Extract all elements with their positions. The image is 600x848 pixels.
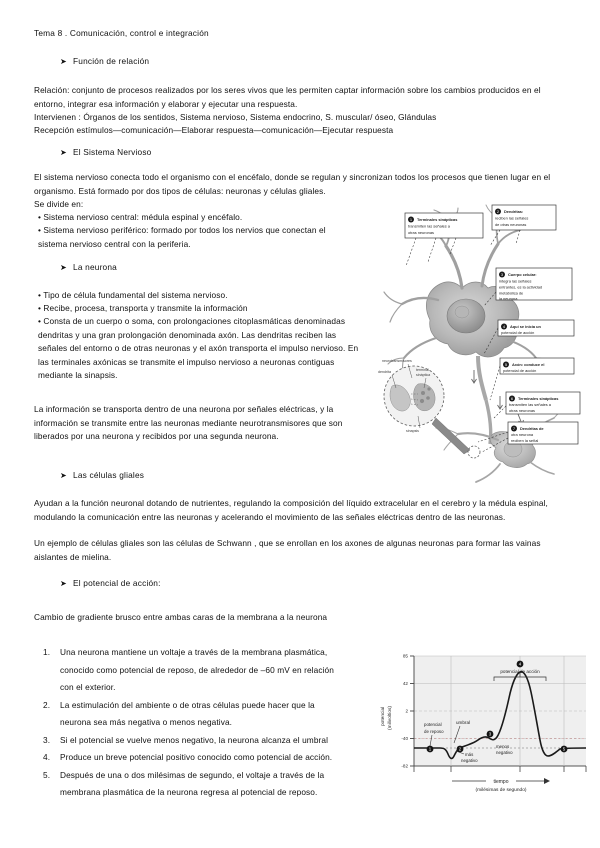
callout-dendritas [490,205,556,246]
callout-number-2: 2 [496,209,500,214]
action-potential-chart-figure [368,648,596,798]
chart-y-ticks [410,656,414,766]
chart-marker-4: 4 [518,661,522,667]
page-title: Tema 8 . Comunicación, control e integración [34,28,209,38]
callout-3-line1: Cuerpo celular: [508,272,537,277]
chart-label-menos: menos [496,744,510,749]
callout-4-line2: potencial de acción [501,330,535,335]
list-item-number: 3. [43,734,51,745]
callout-5-line2: potencial de acción [503,368,537,373]
ytick-minus40: -40 [401,736,408,742]
chart-marker-1-group [427,746,434,753]
callout-4-line1: Aquí se inicia un [510,324,541,329]
label-neurotransmisores: neurotransmisores [382,359,412,363]
chart-label-mas: más [465,752,474,757]
chart-xlabel-unidades: (milésimas de segundo) [475,788,527,793]
ylabel-line2: (milivoltios) [388,706,393,730]
heading-potencial-accion: ➤ El potencial de acción: [60,578,161,588]
callout-6-line1: Terminales sinápticas [518,396,559,401]
chart-marker-5-group [561,746,568,753]
callout-7-line2: otra neurona [511,432,534,437]
paragraph-cambio-gradiente: Cambio de gradiente brusco entre ambas caras de la membrana a la neurona [34,612,328,622]
action-potential-chart-svg [368,648,596,798]
heading-sistema-nervioso: ➤ El Sistema Nervioso [60,147,152,157]
list-item-text: La estimulación del ambiente o de otras células puede hacer que la neurona sea más negativa o menos negativa. [60,699,315,727]
callout-3-line5: la neurona [499,296,518,301]
neuron-axon [478,356,491,444]
ytick-minus82: -82 [401,763,408,769]
callout-5-line1: Axón: conduce el [512,362,545,367]
arrow-bullet-icon: ➤ [60,57,67,66]
callout-terminales-sinapticas [405,213,483,266]
heading-la-neurona: ➤ La neurona [60,262,117,272]
ylabel-line1: potencial [381,706,386,726]
callout-cuerpo-celular [484,268,572,306]
arrow-bullet-icon: ➤ [60,471,67,480]
paragraph-neurona-recibe: • Recibe, procesa, transporta y transmite la información [38,303,248,313]
callout-terminales-sinapticas-2 [494,392,580,418]
list-item-number: 1. [43,647,51,657]
list-item-number: 5. [43,769,51,780]
callout-number-4: 4 [502,324,506,329]
ytick-85: 85 [402,653,408,659]
label-terminal-sinaptica: terminal [416,368,429,372]
chart-label-umbral: umbral [456,720,471,725]
chart-marker-5: 5 [562,746,566,752]
paragraph-gliales-schwann: Un ejemplo de células gliales son las células de Schwann , que se enrollan en los axones de algunas neuronas para formar las vainas aislantes de mielina. [34,538,541,562]
list-item-text: Produce un breve potencial positivo conocido como potencial de acción. [60,752,333,762]
list-item [34,697,334,732]
callout-3-line2: integra las señales [499,278,532,284]
label-terminal-sinaptica-2: sináptica [416,373,431,377]
paragraph-relacion: Relación: conjunto de procesos realizados por los seres vivos que les permiten captar información sobre los cambios producidos en el entorno, integrar esa información y elaborar y ejecutar una respuesta. [34,85,541,109]
chart-y-axis-title [380,706,393,730]
paragraph-neurona-consta: • Consta de un cuerpo o soma, con prolongaciones citoplasmáticas denominadas dendritas y una gran prolongación denominada axón. Las dendritas reciben las señales del entorno o de otras neuronas y el axón transporta el impulso nervioso. En las terminales axónicas se transmite el impulso nervioso a neuronas contiguas mediante la sinapsis. [38,316,359,381]
ytick-42: 42 [402,681,408,687]
label-dendrita: dendrita [378,370,391,374]
arrow-bullet-icon: ➤ [60,148,67,157]
list-item [34,749,334,767]
chart-x-axis-label [452,776,550,793]
paragraph-sn-divide: Se divide en: [34,199,84,209]
paragraph-gliales-ayudan: Ayudan a la función neuronal dotando de nutrientes, regulando la composición del líquido extracelular en el cerebro y la médula espinal, modulando la comunicación entre las neuronas y acelerando el movimiento de las señales eléctricas dentro de las neuronas. [34,498,548,522]
ytick-2: 2 [405,708,408,714]
paragraph-sn-periferico: • Sistema nervioso periférico: formado por todos los nervios que conectan el sistema nervioso central con la periferia. [38,225,326,249]
callout-1-line1: Terminales sinápticas [417,217,458,222]
chart-label-negativo-2: negativo [496,750,513,755]
chart-marker-2-group [457,746,464,753]
chart-label-negativo: negativo [461,758,478,763]
chart-label-reposo-line1: potencial [424,722,442,727]
paragraph-sn-central: • Sistema nervioso central: médula espinal y encéfalo. [38,212,243,222]
chart-marker-3: 3 [488,731,492,737]
paragraph-neurona-informacion: La información se transporta dentro de una neurona por señales eléctricas, y la información se transmite entre las neuronas mediante neurotransmisores que son liberados por una neurona y recibidos por una segunda neurona. [34,404,343,442]
chart-x-ticks [414,766,586,772]
chart-marker-2: 2 [458,746,462,752]
list-item [34,767,334,802]
chart-label-potencial-accion: potencial de acción [500,669,540,674]
chart-marker-3-group [487,731,494,738]
callout-number-5: 5 [504,362,508,367]
callout-6-line2: transmiten las señales a [509,402,551,407]
paragraph-sn-intro: El sistema nervioso conecta todo el organismo con el encéfalo, donde se regulan y sincronizan todos los procesos que tienen lugar en el organismo. Está formado por dos tipos de células: neuronas y células gliales. [34,172,551,196]
callout-3-line4: metabólica de [499,290,524,296]
label-sinapsis: sinapsis [406,429,419,433]
callout-2-line1: Dendritas: [504,209,524,214]
callout-number-3: 3 [500,272,504,277]
chart-marker-1: 1 [428,746,432,752]
callout-7-line3: reciben la señal [511,438,539,443]
callout-number-7: 7 [512,426,516,431]
synapse-inset [384,366,480,458]
paragraph-neurona-tipo: • Tipo de célula fundamental del sistema nervioso. [38,290,228,300]
chart-y-tick-labels [401,654,408,769]
callout-number-1: 1 [409,217,413,222]
callout-number-6: 6 [510,396,514,401]
callout-1-line2: transmiten las señales a [408,223,450,229]
paragraph-recepcion: Recepción estímulos—comunicación—Elaborar respuesta—comunicación—Ejecutar respuesta [34,125,394,135]
arrow-bullet-icon: ➤ [60,263,67,272]
list-item [34,644,334,697]
callout-6-line3: otras neuronas [509,408,535,413]
neuron-diagram-svg [378,200,598,490]
list-item-number: 2. [43,699,51,710]
list-item [34,732,334,750]
paragraph-intervienen: Intervienen : Órganos de los sentidos, Sistema nervioso, Sistema endocrino, S. muscular/ óseo, Glándulas [34,112,437,122]
heading-celulas-gliales: ➤ Las células gliales [60,470,145,480]
arrow-bullet-icon: ➤ [60,579,67,588]
callout-1-line3: otras neuronas [408,230,434,235]
chart-xlabel-tiempo: tiempo [493,779,509,785]
neuron-diagram-figure [378,200,598,490]
list-item-text: Una neurona mantiene un voltaje a través de la membrana plasmática, conocido como potencial de reposo, de alrededor de –60 mV en relación con el exterior. [60,647,334,692]
list-item-text: Si el potencial se vuelve menos negativo, la neurona alcanza el umbral [60,734,329,745]
callout-2-line2: reciben las señales [495,215,529,221]
chart-label-reposo-line2: de reposo [424,729,444,734]
numbered-list [34,644,334,802]
callout-7-line1: Dendritas de [520,426,544,431]
callout-2-line3: de otras neuronas [495,222,527,227]
heading-funcion-relacion: ➤ Función de relación [60,56,150,66]
callout-3-line3: entrantes, es la actividad [499,284,543,290]
list-item-number: 4. [43,752,51,762]
list-item-text: Después de una o dos milésimas de segundo, el voltaje a través de la membrana plasmática de la neurona regresa al potencial de reposo. [60,769,325,797]
